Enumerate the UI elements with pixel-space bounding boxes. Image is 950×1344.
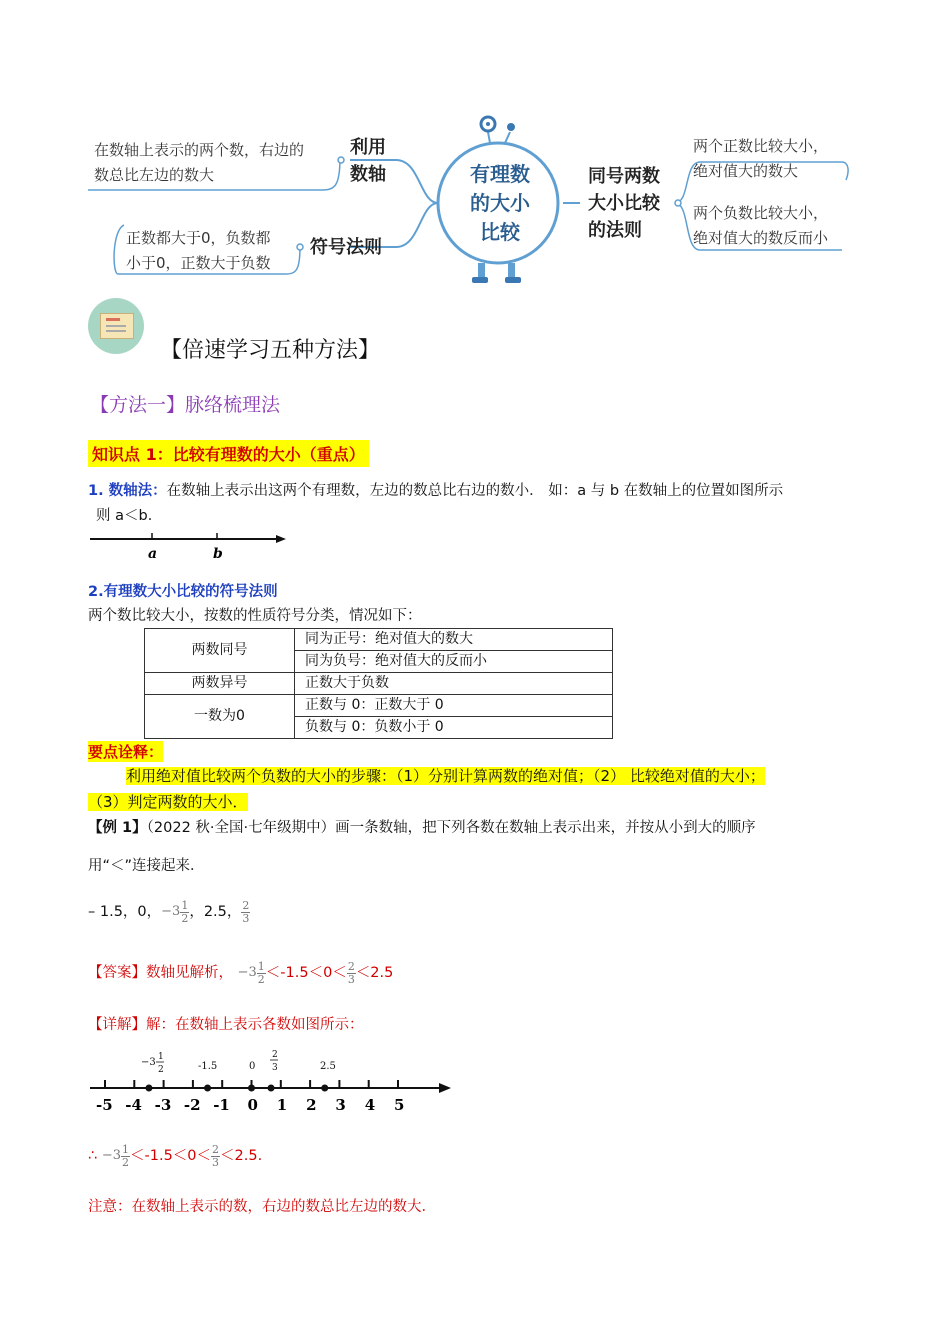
detail-label: 【详解】 — [88, 1017, 146, 1033]
mixed-whole: −3 — [101, 1148, 122, 1163]
item1-paragraph — [88, 478, 878, 504]
left-bottom-text — [126, 226, 271, 276]
note-line: 注意：在数轴上表示的数，右边的数总比左边的数大． — [88, 1199, 436, 1215]
conclusion-line — [88, 1134, 262, 1178]
fraction-den: 2 — [257, 972, 265, 986]
answer-text: ＜-1.5＜0＜ — [265, 965, 347, 981]
tick-label: 0 — [247, 1096, 258, 1114]
annotation-title: 要点诠释： — [88, 743, 164, 761]
label-line: 数轴 — [350, 164, 386, 185]
annotation-text: （3）判定两数的大小． — [88, 793, 248, 811]
table-cell: 同为负号：绝对值大的反而小 — [295, 651, 613, 673]
label-m35-num: 1 — [158, 1052, 164, 1062]
label-m35-den: 2 — [158, 1065, 164, 1075]
number-text: – 1.5，0， — [88, 904, 162, 920]
answer-text: 数轴见解析， — [146, 965, 233, 981]
text-line: 数总比左边的数大 — [94, 166, 215, 184]
annotation-line-2 — [88, 789, 248, 815]
number-point — [321, 1085, 328, 1092]
text-line: 在数轴上表示的两个数，右边的 — [94, 141, 305, 159]
right-label — [588, 163, 660, 244]
label-p25: 2.5 — [320, 1061, 336, 1072]
text-line: 小于0，正数大于负数 — [126, 254, 271, 272]
fraction-den: 2 — [181, 911, 189, 925]
label-two-thirds-num: 2 — [272, 1050, 278, 1060]
annotation-text: 利用绝对值比较两个负数的大小的步骤：（1）分别计算两数的绝对值；（2） 比较绝对值的大小； — [126, 767, 765, 785]
left-bottom-label: 符号法则 — [310, 237, 382, 258]
number-line-figure — [85, 1040, 460, 1120]
center-line: 有理数 — [470, 162, 530, 186]
number-point — [268, 1085, 275, 1092]
text-line: 正数都大于0，负数都 — [126, 229, 271, 247]
item2-intro: 两个数比较大小，按数的性质符号分类，情况如下： — [88, 608, 422, 624]
tick-label: -4 — [125, 1096, 142, 1114]
item1-paragraph-2: 则 a＜b． — [96, 508, 163, 524]
label-m35-whole: −3 — [141, 1057, 156, 1068]
mixed-whole: −3 — [237, 965, 257, 980]
item1-label: 1. 数轴法： — [88, 483, 167, 499]
answer-text: ＜2.5 — [355, 965, 394, 981]
tick-label: 3 — [335, 1096, 346, 1114]
fraction — [211, 1144, 220, 1169]
table-cell: 两数同号 — [145, 629, 295, 673]
tick-label: -5 — [96, 1096, 113, 1114]
detail-line — [88, 1012, 364, 1038]
fraction-num: 1 — [257, 959, 265, 973]
mind-map-center — [455, 160, 545, 247]
tick-label: -3 — [154, 1096, 172, 1114]
right-top-text — [693, 134, 828, 184]
left-top-text — [94, 138, 304, 188]
example-numbers — [88, 890, 250, 934]
right-bottom-text — [693, 201, 828, 251]
number-point — [145, 1085, 152, 1092]
table-cell: 正数大于负数 — [295, 673, 613, 695]
center-line: 的大小 — [470, 191, 530, 215]
item2-title: 2.有理数大小比较的符号法则 — [88, 584, 278, 600]
label-two-thirds-den: 3 — [272, 1063, 278, 1073]
label-m15: -1.5 — [198, 1061, 218, 1072]
label-line: 同号两数 — [588, 166, 660, 187]
therefore-symbol: ∴ — [88, 1148, 98, 1164]
text-line: 绝对值大的数反而小 — [693, 229, 829, 247]
tick-label: -1 — [213, 1096, 230, 1114]
fraction-num: 2 — [242, 898, 250, 912]
point-a-label: a — [148, 546, 158, 562]
fraction-den: 2 — [122, 1155, 130, 1169]
knowledge-point-title: 知识点 1：比较有理数的大小（重点） — [88, 440, 369, 467]
label-line: 的法则 — [588, 220, 642, 241]
fraction-num: 2 — [347, 959, 355, 973]
point-b-label: b — [213, 546, 223, 562]
text-line: 两个正数比较大小， — [693, 137, 829, 155]
method-title: 【方法一】脉络梳理法 — [90, 394, 281, 416]
fraction-num: 1 — [181, 898, 189, 912]
ab-number-line — [88, 530, 293, 564]
table-cell: 负数与 0：负数小于 0 — [295, 717, 613, 739]
tick-label: 5 — [394, 1096, 405, 1114]
number-point — [248, 1085, 255, 1092]
label-line: 利用 — [350, 137, 386, 158]
example-text: （2022 秋·全国·七年级期中）画一条数轴，把下列各数在数轴上表示出来，并按从小到大的顺序 — [146, 820, 756, 836]
annotation-line-1 — [126, 763, 765, 789]
table-cell: 正数与 0：正数大于 0 — [295, 695, 613, 717]
answer-label: 【答案】 — [88, 965, 146, 981]
detail-text: 解：在数轴上表示各数如图所示： — [146, 1017, 364, 1033]
number-point — [204, 1085, 211, 1092]
fraction-num: 1 — [122, 1142, 130, 1156]
table-row — [145, 695, 613, 717]
tick-label: 1 — [276, 1096, 288, 1114]
table-cell: 一数为0 — [145, 695, 295, 739]
tick-label: 2 — [306, 1096, 317, 1114]
example-label: 【例 1】 — [88, 820, 147, 836]
conclusion-text: ＜-1.5＜0＜ — [130, 1148, 212, 1164]
example-line-2: 用“＜”连接起来． — [88, 858, 205, 874]
mixed-whole: −3 — [161, 904, 181, 919]
label-line: 大小比较 — [588, 193, 660, 214]
item1-text: 在数轴上表示出这两个有理数，左边的数总比右边的数小． 如：a 与 b 在数轴上的位置如图所示 — [166, 483, 784, 499]
label-zero: 0 — [249, 1061, 256, 1072]
sign-rules-table — [144, 628, 613, 739]
fraction-den: 3 — [212, 1155, 220, 1169]
notes-icon — [88, 298, 144, 354]
answer-line — [88, 951, 393, 995]
table-row — [145, 629, 613, 651]
table-cell: 同为正号：绝对值大的数大 — [295, 629, 613, 651]
fraction-den: 3 — [242, 911, 250, 925]
table-row — [145, 673, 613, 695]
table-cell: 两数异号 — [145, 673, 295, 695]
fraction — [180, 900, 189, 925]
left-top-label — [350, 134, 386, 188]
text-line: 两个负数比较大小， — [693, 204, 829, 222]
tick-label: -2 — [183, 1096, 201, 1114]
tick-label: 4 — [364, 1096, 376, 1114]
conclusion-text: ＜2.5. — [220, 1148, 263, 1164]
center-line: 比较 — [480, 220, 520, 244]
fraction — [241, 900, 250, 925]
example-line-1 — [88, 815, 888, 841]
fraction — [347, 961, 356, 986]
number-text: ，2.5， — [189, 904, 242, 920]
section-heading: 【倍速学习五种方法】 — [160, 338, 381, 363]
fraction — [121, 1144, 130, 1169]
text-line: 绝对值大的数大 — [693, 162, 799, 180]
fraction-den: 3 — [347, 972, 355, 986]
fraction-num: 2 — [212, 1142, 220, 1156]
fraction — [257, 961, 266, 986]
